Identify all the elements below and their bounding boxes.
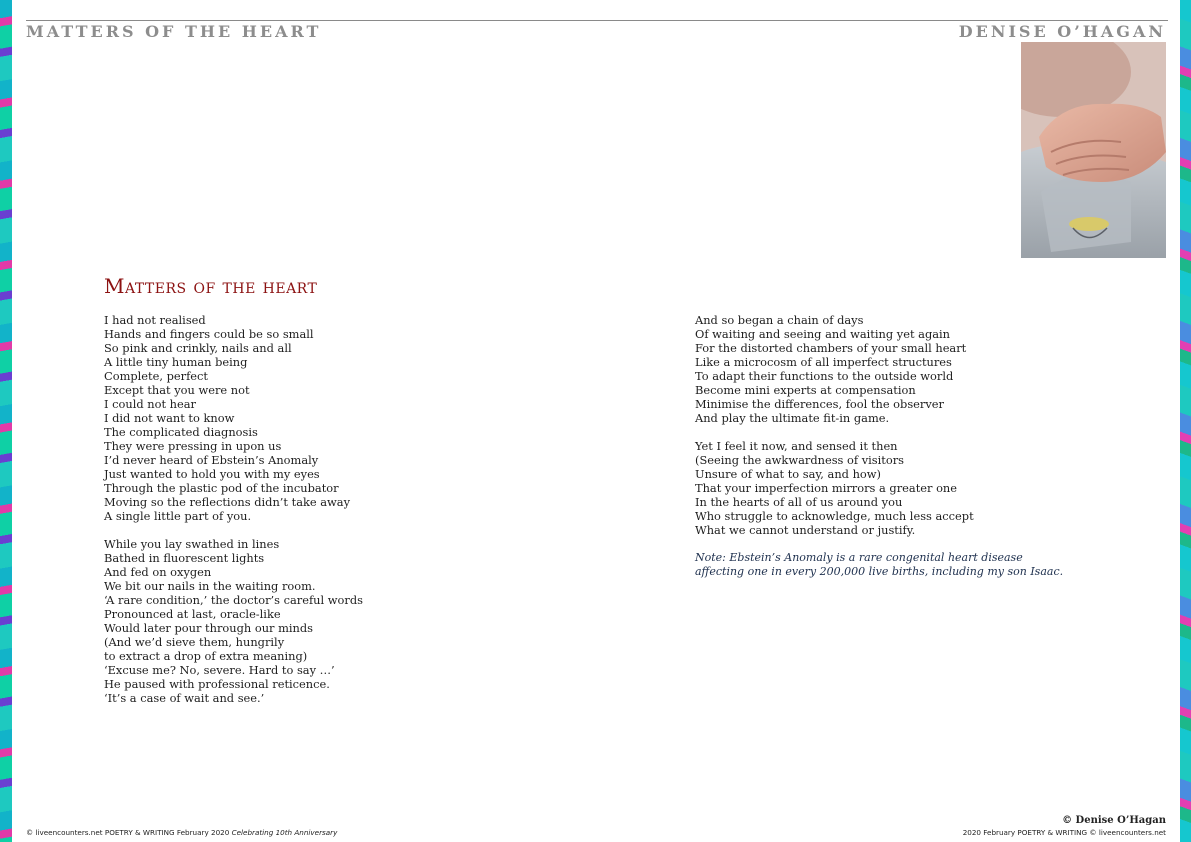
stanza bbox=[695, 313, 1165, 425]
poem-column-right bbox=[695, 313, 1165, 579]
running-head-author: DENISE O’HAGAN bbox=[958, 22, 1166, 41]
poem-line: So pink and crinkly, nails and all bbox=[104, 341, 292, 355]
poem-line: The complicated diagnosis bbox=[104, 425, 258, 439]
poem-line: (And we’d sieve them, hungrily bbox=[104, 635, 285, 649]
poem-line: I’d never heard of Ebstein’s Anomaly bbox=[104, 453, 319, 467]
poem-line: ‘A rare condition,’ the doctor’s careful words bbox=[104, 593, 363, 607]
author-credit: © Denise O’Hagan bbox=[1062, 815, 1166, 826]
poem-line: Moving so the reflections didn’t take away bbox=[104, 495, 351, 509]
poem-line: He paused with professional reticence. bbox=[104, 677, 330, 691]
poem-line: Except that you were not bbox=[104, 383, 250, 397]
poem-line: Bathed in fluorescent lights bbox=[104, 551, 265, 565]
poem-line: They were pressing in upon us bbox=[104, 439, 282, 453]
poem-line: I did not want to know bbox=[104, 411, 235, 425]
poem-line: Complete, perfect bbox=[104, 369, 209, 383]
poem-line: A single little part of you. bbox=[104, 509, 252, 523]
poem-column-left bbox=[104, 313, 624, 719]
poem-line: A little tiny human being bbox=[104, 355, 248, 369]
poem-line: Hands and fingers could be so small bbox=[104, 327, 314, 341]
poem-line: ‘Excuse me? No, severe. Hard to say …’ bbox=[104, 663, 335, 677]
poem-line: What we cannot understand or justify. bbox=[695, 523, 916, 537]
poem-line: While you lay swathed in lines bbox=[104, 537, 280, 551]
footer-anniversary: Celebrating 10th Anniversary bbox=[231, 828, 338, 837]
poem-line: Like a microcosm of all imperfect structures bbox=[695, 355, 952, 369]
running-head-section: MATTERS OF THE HEART bbox=[26, 22, 322, 41]
poem-line: For the distorted chambers of your small heart bbox=[695, 341, 967, 355]
baby-hand-photo bbox=[1021, 42, 1166, 258]
poem-line: to extract a drop of extra meaning) bbox=[104, 649, 308, 663]
note-line: affecting one in every 200,000 live births, including my son Isaac. bbox=[695, 565, 1064, 578]
poem-line: And so began a chain of days bbox=[695, 313, 864, 327]
poem-line: And fed on oxygen bbox=[104, 565, 212, 579]
poem-line: I had not realised bbox=[104, 313, 206, 327]
poem-line: Pronounced at last, oracle-like bbox=[104, 607, 281, 621]
poem-line: Of waiting and seeing and waiting yet again bbox=[695, 327, 951, 341]
footer-publication bbox=[26, 828, 337, 837]
poem-note bbox=[695, 551, 1165, 579]
poem-line: Who struggle to acknowledge, much less accept bbox=[695, 509, 974, 523]
decorative-border-left bbox=[0, 0, 12, 842]
poem-line: Would later pour through our minds bbox=[104, 621, 314, 635]
poem-line: Through the plastic pod of the incubator bbox=[104, 481, 339, 495]
poem-line: Just wanted to hold you with my eyes bbox=[104, 467, 320, 481]
poem-line: Yet I feel it now, and sensed it then bbox=[695, 439, 898, 453]
poem-line: That your imperfection mirrors a greater one bbox=[695, 481, 958, 495]
poem-line: Minimise the differences, fool the observer bbox=[695, 397, 944, 411]
poem-line: ‘It’s a case of wait and see.’ bbox=[104, 691, 265, 705]
magazine-page bbox=[12, 0, 1180, 842]
poem-title: Matters of the heart bbox=[104, 274, 318, 298]
note-line: Note: Ebstein’s Anomaly is a rare congenital heart disease bbox=[695, 551, 1023, 564]
poem-line: And play the ultimate fit-in game. bbox=[695, 411, 890, 425]
header-rule bbox=[26, 20, 1168, 21]
poem-line: (Seeing the awkwardness of visitors bbox=[695, 453, 904, 467]
stanza bbox=[104, 313, 624, 523]
poem-line: Unsure of what to say, and how) bbox=[695, 467, 881, 481]
poem-line: I could not hear bbox=[104, 397, 196, 411]
baby-hand-illustration bbox=[1021, 42, 1166, 258]
poem-line: We bit our nails in the waiting room. bbox=[104, 579, 316, 593]
decorative-border-right bbox=[1179, 0, 1191, 842]
poem-line: In the hearts of all of us around you bbox=[695, 495, 903, 509]
poem-line: Become mini experts at compensation bbox=[695, 383, 916, 397]
footer-publication-text: © liveencounters.net POETRY & WRITING February 2020 bbox=[26, 828, 232, 837]
poem-line: To adapt their functions to the outside world bbox=[695, 369, 954, 383]
stanza bbox=[104, 537, 624, 705]
footer-issue: 2020 February POETRY & WRITING © liveencounters.net bbox=[962, 828, 1166, 837]
stanza bbox=[695, 439, 1165, 537]
